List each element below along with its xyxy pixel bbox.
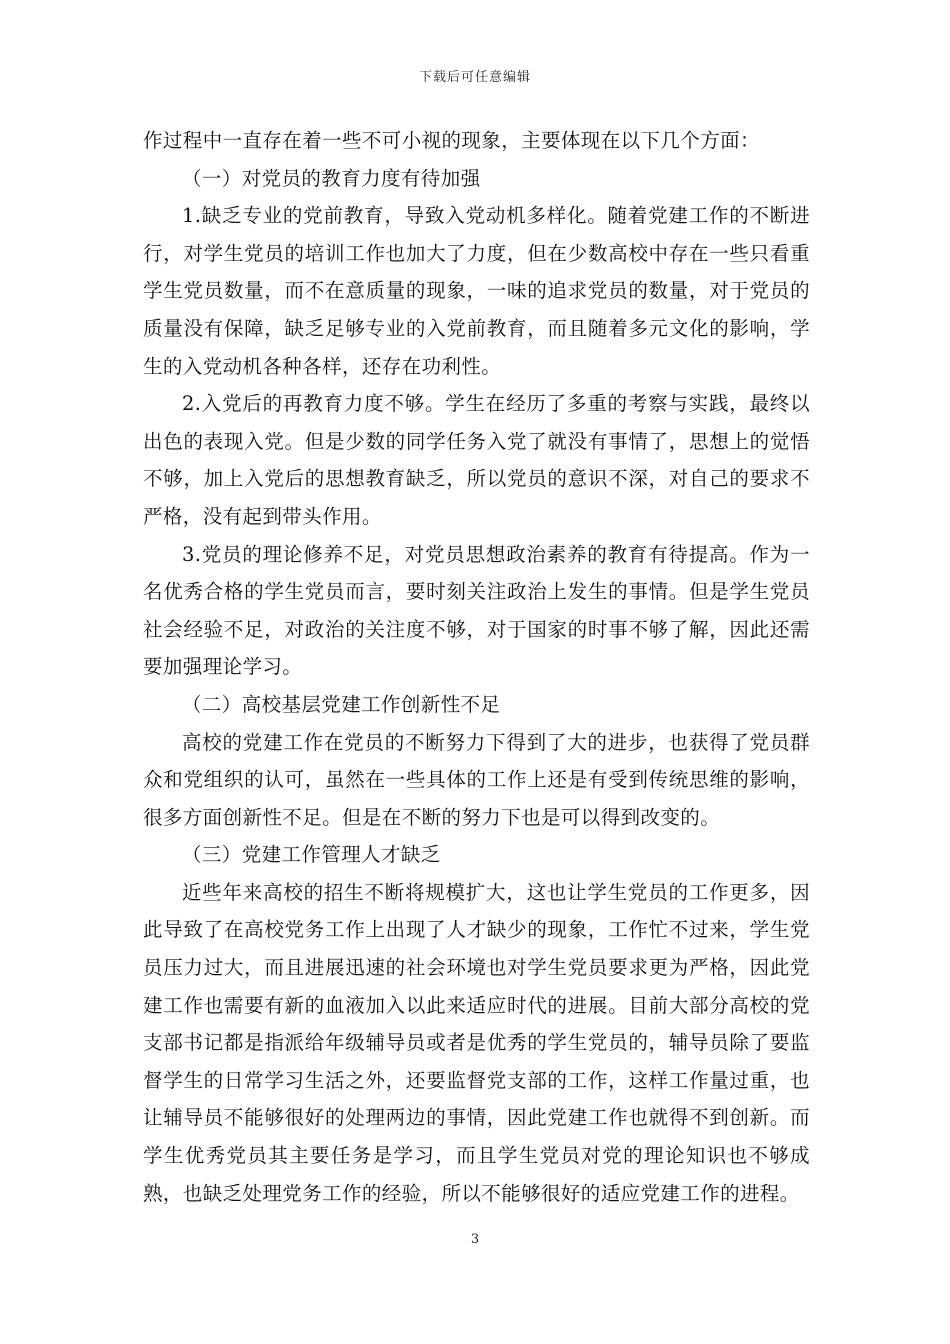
paragraph-point-3: 3.党员的理论修养不足，对党员思想政治素养的教育有待提高。作为一名优秀合格的学生党员而言，要时刻关注政治上发生的事情。但是学生党员社会经验不足，对政治的关注度不够，对于国家的时事不够了解，因此还需要加强理论学习。 [143, 542, 810, 679]
document-body [143, 122, 810, 1212]
section-heading-3: （三）党建工作管理人才缺乏 [182, 843, 441, 867]
section-heading-2: （二）高校基层党建工作创新性不足 [182, 692, 501, 716]
paragraph-point-1: 1.缺乏专业的党前教育，导致入党动机多样化。随着党建工作的不断进行，对学生党员的培训工作也加大了力度，但在少数高校中存在一些只看重学生党员数量，而不在意质量的现象，一味的追求党员的数量，对于党员的质量没有保障，缺乏足够专业的入党前教育，而且随着多元文化的影响，学生的入党动机各种各样，还存在功利性。 [143, 204, 810, 378]
paragraph-innovation: 高校的党建工作在党员的不断努力下得到了大的进步，也获得了党员群众和党组织的认可，虽然在一些具体的工作上还是有受到传统思维的影响，很多方面创新性不足。但是在不断的努力下也是可以得到改变的。 [143, 730, 810, 829]
paragraph-point-2: 2.入党后的再教育力度不够。学生在经历了多重的考察与实践，最终以出色的表现入党。但是少数的同学任务入党了就没有事情了，思想上的觉悟不够，加上入党后的思想教育缺乏，所以党员的意识不深，对自己的要求不严格，没有起到带头作用。 [143, 392, 810, 528]
paragraph-talent: 近些年来高校的招生不断将规模扩大，这也让学生党员的工作更多，因此导致了在高校党务工作上出现了人才缺少的现象，工作忙不过来，学生党员压力过大，而且进展迅速的社会环境也对学生党员要求更为严格，因此党建工作也需要有新的血液加入以此来适应时代的进展。目前大部分高校的党支部书记都是指派给年级辅导员或者是优秀的学生党员的，辅导员除了要监督学生的日常学习生活之外，还要监督党支部的工作，这样工作量过重，也让辅导员不能够很好的处理两边的事情，因此党建工作也就得不到创新。而学生优秀党员其主要任务是学习，而且学生党员对党的理论知识也不够成熟，也缺乏处理党务工作的经验，所以不能够很好的适应党建工作的进程。 [143, 880, 810, 1205]
page-header: 下载后可任意编辑 [418, 70, 531, 85]
paragraph-continuation: 作过程中一直存在着一些不可小视的现象，主要体现在以下几个方面： [143, 129, 760, 152]
page-number: 3 [470, 1232, 480, 1247]
section-heading-1: （一）对党员的教育力度有待加强 [182, 166, 481, 190]
